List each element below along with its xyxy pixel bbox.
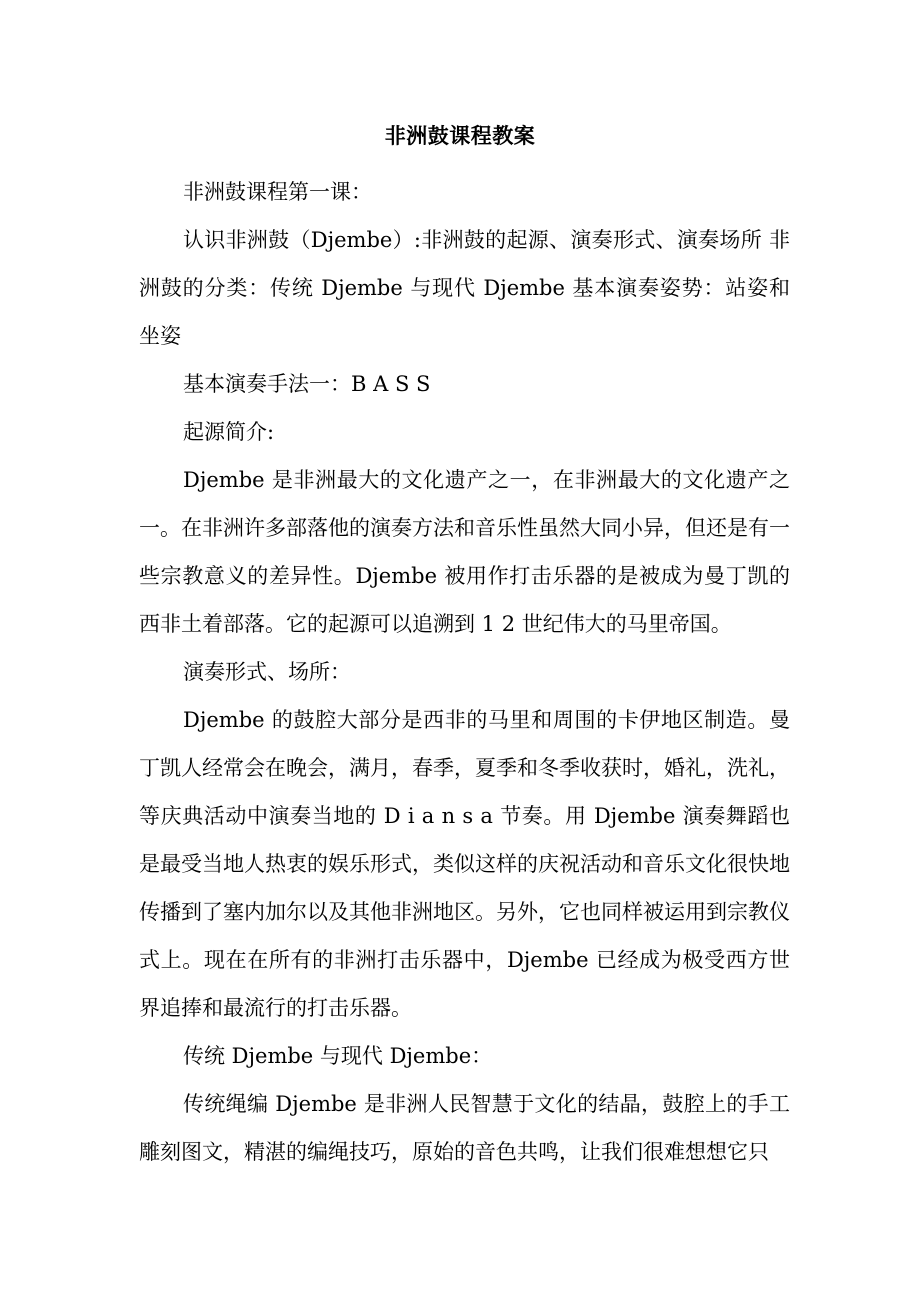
paragraph-types-heading: 传统 Djembe 与现代 Djembe： (183, 1044, 493, 1068)
paragraph-types-text: 传统绳编 Djembe 是非洲人民智慧于文化的结晶，鼓腔上的手工雕刻图文，精湛的编绳技巧，原始的音色共鸣，让我们很难想想它只 (139, 1092, 790, 1164)
paragraph-lesson-overview: 认识非洲鼓（Djembe）:非洲鼓的起源、演奏形式、演奏场所 非洲鼓的分类：传统 Djembe 与现代 Djembe 基本演奏姿势：站姿和坐姿 (139, 228, 790, 348)
paragraph-performance-heading: 演奏形式、场所： (183, 660, 351, 684)
paragraph-performance-text: Djembe 的鼓腔大部分是西非的马里和周围的卡伊地区制造。曼丁凯人经常会在晚会，满月，春季，夏季和冬季收获时，婚礼，洗礼，等庆典活动中演奏当地的 D i a n s a 节奏。用 Djembe 演奏舞蹈也是最受当地人热衷的娱乐形式，类似这样的庆祝活动和音乐文化很快地传播到了塞内加尔以及其他非洲地区。另外，它也同样被运用到宗教仪式上。现在在所有的非洲打击乐器中，Djembe 已经成为极受西方世界追捧和最流行的打击乐器。 (139, 708, 790, 1020)
document-body (139, 168, 790, 1176)
paragraph-lesson-heading: 非洲鼓课程第一课： (183, 180, 372, 204)
document-title: 非洲鼓课程教案 (384, 123, 536, 148)
paragraph-origin-heading: 起源简介: (183, 420, 275, 444)
paragraph-basic-technique: 基本演奏手法一：B A S S (183, 372, 431, 396)
paragraph-origin-text: Djembe 是非洲最大的文化遗产之一，在非洲最大的文化遗产之一。在非洲许多部落他的演奏方法和音乐性虽然大同小异，但还是有一些宗教意义的差异性。Djembe 被用作打击乐器的是被成为曼丁凯的西非土着部落。它的起源可以追溯到 1 2 世纪伟大的马里帝国。 (139, 468, 790, 636)
